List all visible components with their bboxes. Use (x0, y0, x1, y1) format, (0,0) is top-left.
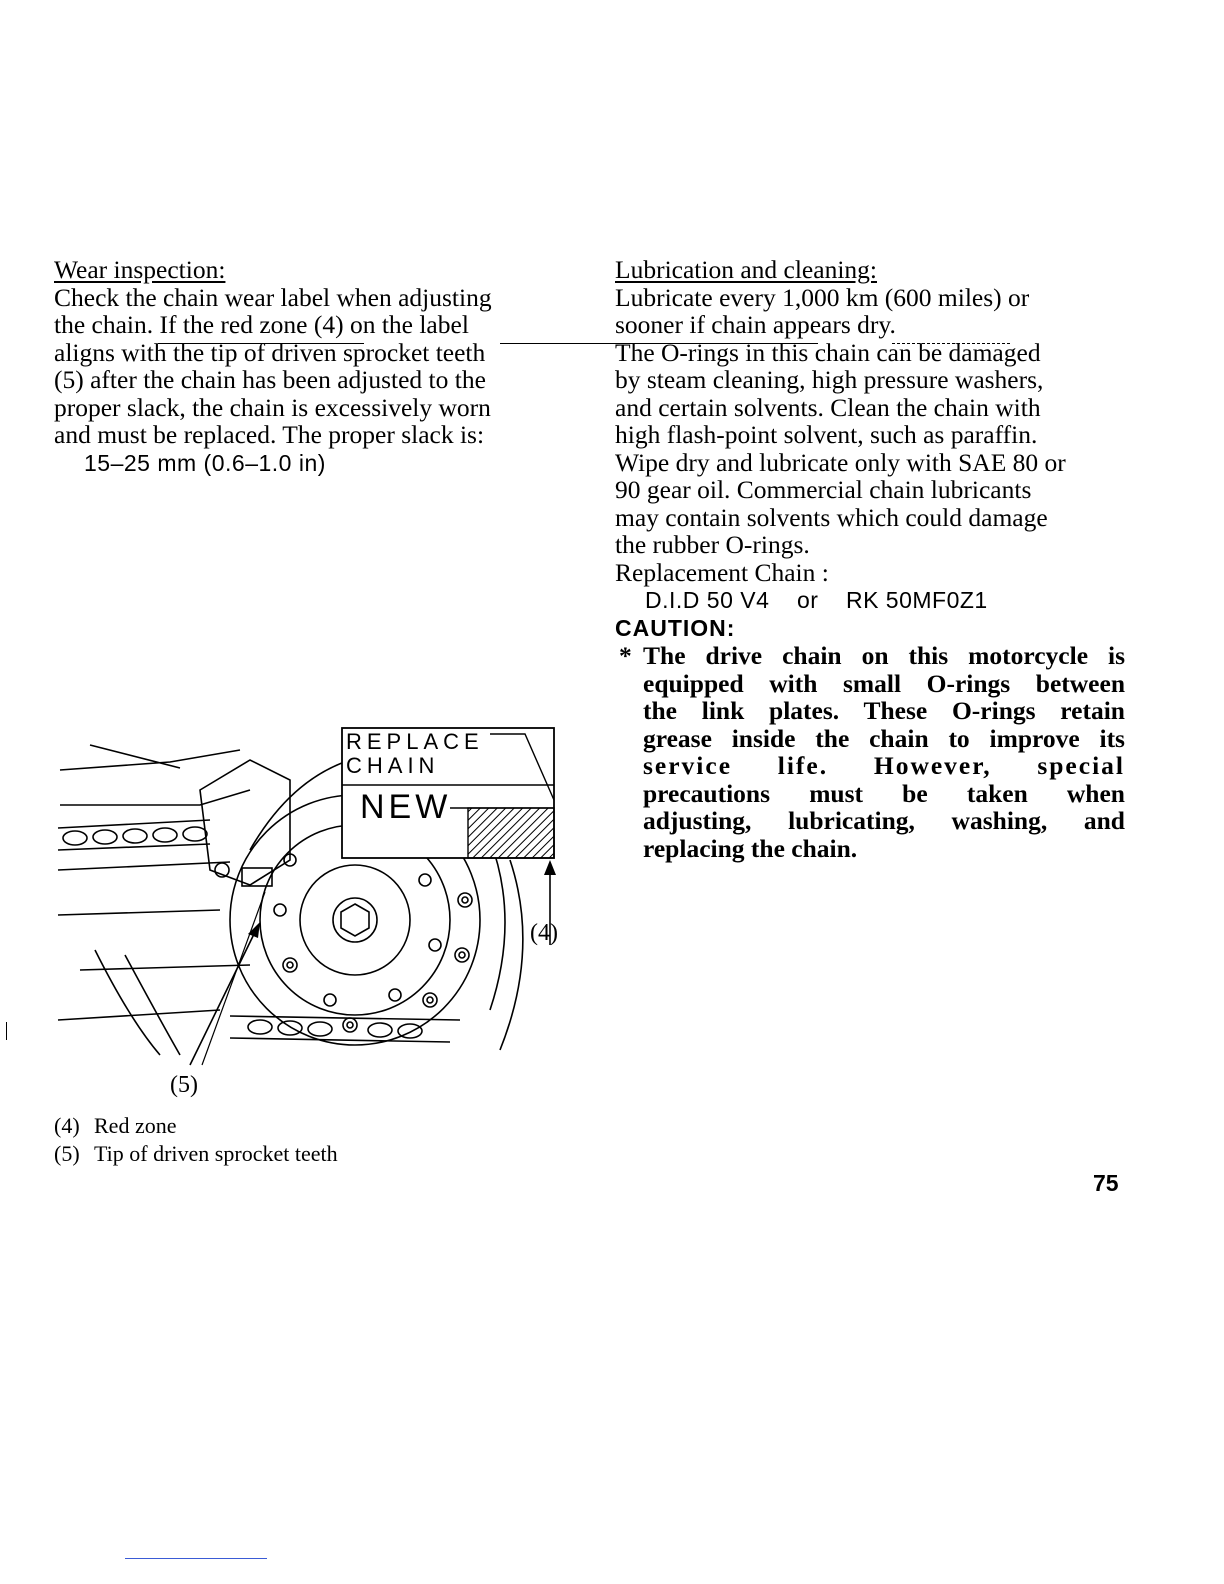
caution-body (615, 642, 1125, 862)
lubrication-heading: Lubrication and cleaning: (615, 255, 877, 284)
lube-line: 90 gear oil. Commercial chain lubricants (615, 475, 1032, 504)
replacement-chain-spec: D.I.D 50 V4 or RK 50MF0Z1 (645, 587, 988, 613)
caution-line: precautions must be taken when (643, 778, 1125, 808)
caution-line: equipped with small O-rings between (643, 668, 1125, 698)
lube-line: the rubber O-rings. (615, 530, 810, 559)
wear-line: proper slack, the chain is excessively worn (54, 392, 491, 422)
label-chain-text: CHAIN (346, 753, 440, 778)
caution-line: adjusting, lubricating, washing, and (643, 806, 1125, 835)
legend-text: Red zone (94, 1113, 177, 1138)
chain-wear-illustration (50, 720, 570, 1105)
caution-line: The drive chain on this motorcycle is (643, 641, 1125, 670)
legend-item (54, 1112, 176, 1140)
lube-line: high flash-point solvent, such as paraffin. (615, 420, 1038, 449)
legend-text: Tip of driven sprocket teeth (94, 1141, 338, 1166)
wear-inspection-heading: Wear inspection: (54, 255, 226, 284)
lube-line: may contain solvents which could damage (615, 502, 1048, 532)
lube-line: Replacement Chain : (615, 557, 829, 587)
legend-item (54, 1140, 338, 1168)
lube-line: by steam cleaning, high pressure washers, (615, 365, 1044, 394)
caution-line: replacing the chain. (643, 833, 858, 863)
caution-title: CAUTION: (615, 614, 736, 641)
callout-5: (5) (170, 1072, 198, 1098)
margin-mark (6, 1022, 7, 1040)
wear-line: aligns with the tip of driven sprocket teeth (54, 337, 486, 367)
caution-line: the link plates. These O-rings retain (643, 696, 1125, 725)
red-zone-hatch (468, 808, 554, 858)
lube-line: Wipe dry and lubricate only with SAE 80 or (615, 447, 1066, 477)
lube-line: Lubricate every 1,000 km (600 miles) or (615, 282, 1030, 312)
wear-label-box (190, 728, 556, 1065)
caution-bullet: * (619, 641, 632, 670)
label-replace-text: REPLACE (346, 729, 484, 754)
footer-rule (125, 1558, 267, 1559)
lube-line: The O-rings in this chain can be damaged (615, 337, 1041, 367)
callout-4: (4) (530, 920, 558, 946)
label-new-text: NEW (360, 788, 452, 826)
lube-line: and certain solvents. Clean the chain with (615, 392, 1041, 422)
caution-line: service life. However, special (643, 751, 1125, 780)
lube-line: sooner if chain appears dry. (615, 310, 896, 339)
wear-line: (5) after the chain has been adjusted to the (54, 365, 486, 394)
wear-line: and must be replaced. The proper slack is: (54, 420, 485, 449)
page-number: 75 (1093, 1170, 1119, 1196)
label-replace-chain (346, 730, 484, 778)
slack-spec: 15–25 mm (0.6–1.0 in) (84, 449, 326, 476)
caution-line: grease inside the chain to improve its (643, 723, 1125, 753)
wear-line: Check the chain wear label when adjusting (54, 282, 492, 312)
lubrication-section (615, 256, 1125, 862)
legend-number: (5) (54, 1141, 80, 1166)
chain-sprocket-drawing (50, 720, 570, 1100)
wear-line: the chain. If the red zone (4) on the label (54, 310, 469, 339)
wear-inspection-section (54, 256, 564, 477)
legend-number: (4) (54, 1113, 80, 1138)
